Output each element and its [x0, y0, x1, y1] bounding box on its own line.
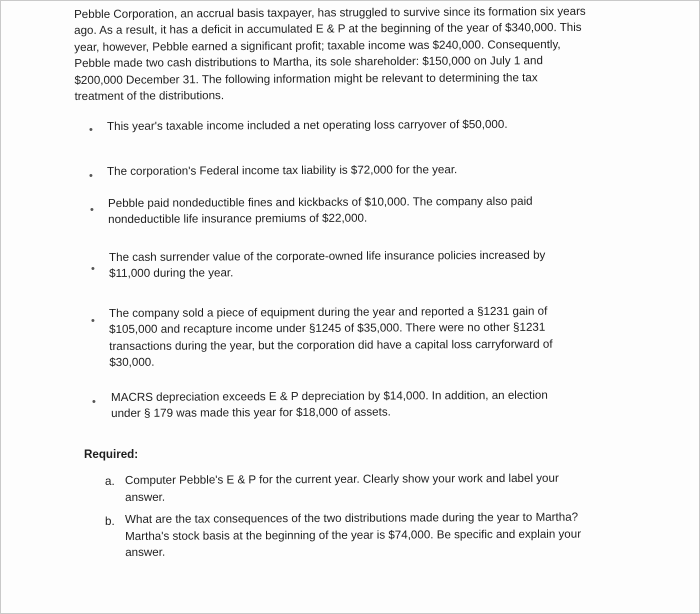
intro-paragraph: Pebble Corporation, an accrual basis taxpayer, has struggled to survive since its formation six years ago. As a result, it has a deficit in accumulated E & P at the beginning of the year of $340,000. This year, however, Pebble earned a significant profit; taxable income was $240,000. Consequently, Pebble made two cash distributions to Martha, its sole shareholder: $150,000 on July 1 and $200,000 December 31. The following information might be relevant to determining the tax treatment of the distributions. [74, 4, 586, 104]
bullet-item-cash-surrender: The cash surrender value of the corporate-owned life insurance policies increased by $11,000 during the year. [109, 248, 546, 281]
bullet-marker: • [89, 124, 93, 136]
bullet-marker: • [89, 170, 93, 182]
bullet-marker: • [90, 204, 94, 216]
bullet-marker: • [91, 315, 95, 327]
question-letter: b. [105, 515, 115, 528]
bullet-item-nol: This year's taxable income included a net operating loss carryover of $50,000. [107, 117, 508, 133]
required-heading: Required: [84, 448, 139, 461]
bullet-item-depreciation: MACRS depreciation exceeds E & P depreciation by $14,000. In addition, an election under § 179 was made this year for $18,000 of assets. [111, 388, 548, 421]
bullet-marker: • [91, 263, 95, 275]
bullet-item-equipment-sale: The company sold a piece of equipment during the year and reported a §1231 gain of $105,000 and recapture income under §1245 of $35,000. There were no other §1231 transactions during the year, but the corporation did have a capital loss carryforward of $30,000. [109, 304, 553, 370]
question-letter: a. [105, 475, 115, 488]
bullet-item-tax-liability: The corporation's Federal income tax liability is $72,000 for the year. [107, 163, 458, 178]
bullet-marker: • [92, 396, 96, 408]
bullet-item-fines-premiums: Pebble paid nondeductible fines and kickbacks of $10,000. The company also paid nondeductible life insurance premiums of $22,000. [108, 194, 533, 227]
question-a-text: Computer Pebble's E & P for the current year. Clearly show your work and label your answer. [125, 471, 559, 504]
question-b-text: What are the tax consequences of the two distributions made during the year to Martha? Martha's stock basis at the beginning of the year is $74,000. Be specific and explain your answer. [125, 510, 582, 560]
